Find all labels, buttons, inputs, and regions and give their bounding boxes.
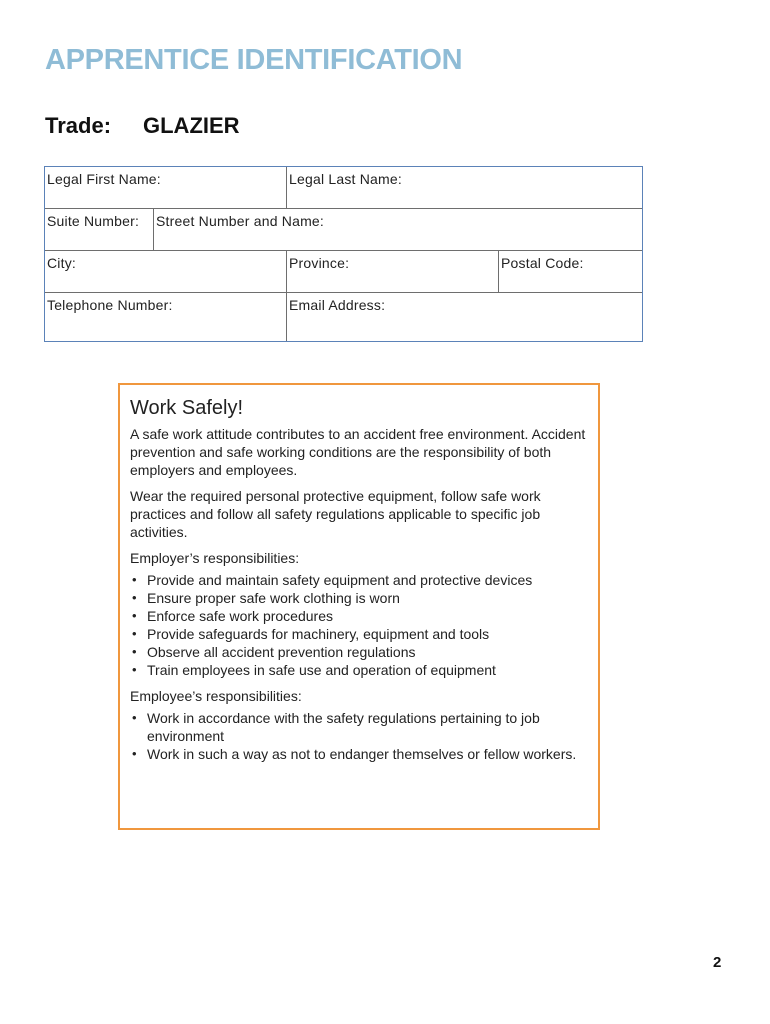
bullet-icon: • (132, 710, 137, 725)
list-item (130, 709, 588, 745)
suite-number-label: Suite Number: (47, 213, 140, 229)
safety-title: Work Safely! (130, 397, 243, 419)
safety-paragraph: A safe work attitude contributes to an accident free environment. Accident prevention and safe working conditions are the responsibility of both employers and employees. (130, 426, 586, 478)
list-item-text: Work in accordance with the safety regulations pertaining to job environment (147, 710, 540, 744)
list-item-text: Provide and maintain safety equipment and protective devices (147, 572, 533, 588)
street-field[interactable] (153, 209, 642, 250)
form-row-contact (45, 293, 642, 341)
employee-responsibilities-list (130, 709, 588, 763)
list-item-text: Ensure proper safe work clothing is worn (147, 590, 400, 606)
city-label: City: (47, 255, 76, 271)
employer-responsibilities-heading: Employer’s responsibilities: (130, 550, 300, 566)
safety-paragraph: Wear the required personal protective equipment, follow safe work practices and follow all safety regulations applicable to specific job activities. (130, 488, 541, 540)
email-label: Email Address: (289, 297, 386, 313)
bullet-icon: • (132, 746, 137, 761)
legal-first-name-field[interactable] (45, 167, 286, 208)
apprentice-id-form (44, 166, 643, 342)
suite-number-field[interactable] (45, 209, 153, 250)
form-row-address (45, 209, 642, 251)
list-item-text: Work in such a way as not to endanger themselves or fellow workers. (147, 746, 577, 762)
telephone-label: Telephone Number: (47, 297, 173, 313)
street-label: Street Number and Name: (156, 213, 325, 229)
province-field[interactable] (286, 251, 498, 292)
list-item-text: Observe all accident prevention regulations (147, 644, 416, 660)
list-item (130, 589, 588, 607)
legal-last-name-field[interactable] (286, 167, 642, 208)
list-item-text: Enforce safe work procedures (147, 608, 333, 624)
list-item (130, 607, 588, 625)
legal-first-name-label: Legal First Name: (47, 171, 161, 187)
bullet-icon: • (132, 644, 137, 659)
bullet-icon: • (132, 626, 137, 641)
city-field[interactable] (45, 251, 286, 292)
list-item (130, 571, 588, 589)
list-item (130, 661, 588, 679)
list-item (130, 643, 588, 661)
postal-code-field[interactable] (498, 251, 642, 292)
postal-code-label: Postal Code: (501, 255, 584, 271)
page-title: APPRENTICE IDENTIFICATION (45, 44, 463, 76)
bullet-icon: • (132, 608, 137, 623)
list-item-text: Train employees in safe use and operation of equipment (147, 662, 496, 678)
list-item (130, 745, 588, 763)
form-row-location (45, 251, 642, 293)
employer-responsibilities-list (130, 571, 588, 679)
employee-responsibilities-heading: Employee’s responsibilities: (130, 688, 302, 704)
page-number: 2 (713, 954, 722, 971)
trade-line (45, 113, 240, 139)
list-item-text: Provide safeguards for machinery, equipment and tools (147, 626, 490, 642)
form-row-name (45, 167, 642, 209)
trade-value: GLAZIER (143, 113, 240, 138)
province-label: Province: (289, 255, 350, 271)
email-field[interactable] (286, 293, 642, 341)
bullet-icon: • (132, 590, 137, 605)
bullet-icon: • (132, 662, 137, 677)
trade-label: Trade: (45, 113, 112, 138)
bullet-icon: • (132, 572, 137, 587)
list-item (130, 625, 588, 643)
legal-last-name-label: Legal Last Name: (289, 171, 402, 187)
work-safely-box (118, 383, 600, 830)
telephone-field[interactable] (45, 293, 286, 341)
